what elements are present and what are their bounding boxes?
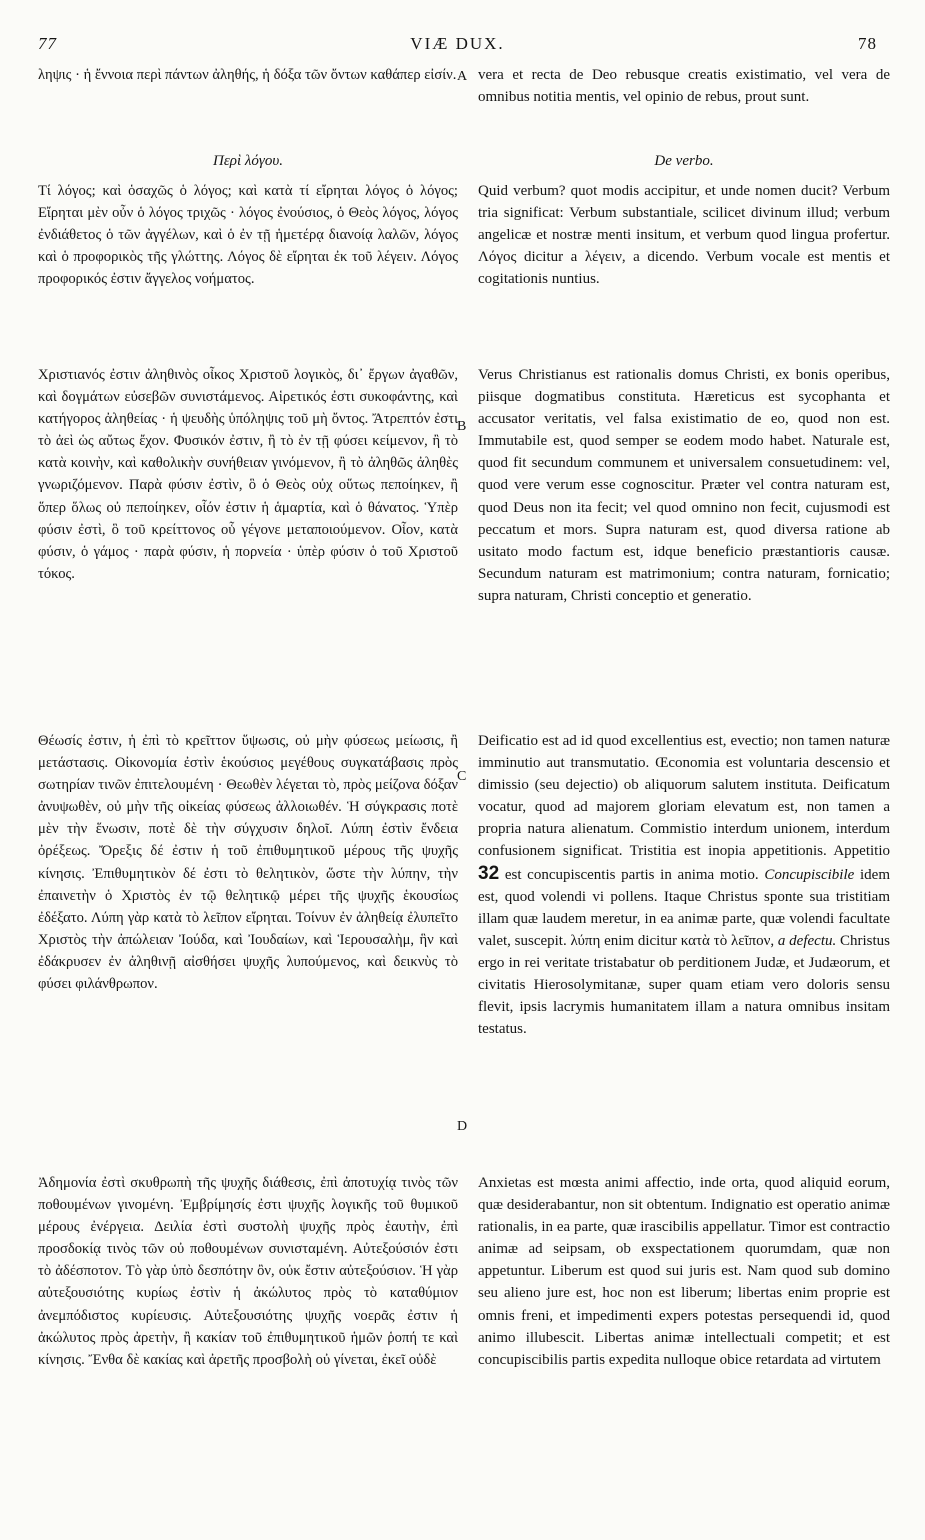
greek-paragraph-1: Τί λόγος; καὶ ὁσαχῶς ὁ λόγος; καὶ κατὰ τί εἴρηται λόγος ὁ λόγος; Εἴρηται μὲν οὖν ὁ λόγος τριχῶς · λόγος ἐνούσιος, ὁ Θεὸς λόγος, λόγος ἐνδιάθετος ὁ τῶν ἀγγέλων, καὶ ὁ ἐν τῇ ἡμετέρᾳ διανοίᾳ λαλῶν, λόγος καὶ ὁ προφορικὸς τῆς γλώττης. Λόγος δὲ εἴρηται ἐκ τοῦ λέγειν. Λόγος προφορικός ἐστιν ἄγγελος νοήματος. xyxy=(38,183,458,288)
page-number-right: 78 xyxy=(858,34,877,53)
greek-intro-text: ληψις · ἡ ἔννοια περὶ πάντων ἀληθής, ἡ δόξα τῶν ὄντων καθάπερ εἰσίν. xyxy=(38,67,457,83)
greek-heading: Περὶ λόγου. xyxy=(213,153,283,169)
greek-section-2 xyxy=(38,364,458,585)
latin-section-2 xyxy=(478,364,890,607)
running-title: VIÆ DUX. xyxy=(410,34,505,53)
latin-section-verbo xyxy=(478,150,890,290)
margin-marker-a: A xyxy=(457,69,468,84)
page-number-left: 77 xyxy=(38,34,57,53)
greek-section-3 xyxy=(38,730,458,995)
latin-intro-text: vera et recta de Deo rebusque creatis existimatio, vel vera de omnibus notitia mentis, vel opinio de rebus, prout sunt. xyxy=(478,67,890,106)
latin-p3-gloss: a defectu. xyxy=(777,932,837,949)
greek-section-4 xyxy=(38,1172,458,1371)
latin-paragraph-4: Anxietas est mœsta animi affectio, inde orta, quod aliquid eorum, quæ desiderabantur, non sit obtentum. Indignatio est operatio animæ rationalis, in ea parte, quæ irascibilis appellatur. Timor est contractio animæ ad seipsam, ob exspectationem quorumdam, quæ non appetuntur. Liberum est quod sui juris est. Nam quod sub domino seu alieno jure est, hoc non est liberum; libertas enim proprie est omnis freni, et impedimenti expers potestas persequendi id, quod animo illubescit. Libertas animæ intellectuali competit; et est concupiscibilis partis expedita nulloque obice retardata ad virtutem xyxy=(478,1175,890,1368)
latin-paragraph-2: Verus Christianus est rationalis domus Christi, ex bonis operibus, piisque dogmatibus constituta. Hæreticus est sycophanta et accusator veritatis, vel falsa existimatio de eo, quod non est. Immutabile est, quod semper se eodem modo habet. Naturale est, quod fit secundum communem et universalem consuetudinem: vel, quod vere verum esse cognoscitur. Præter vel contra naturam est, quod Deus non ita fecit; vel quod omnino non fecit, cujusmodi est peccatum et mors. Supra naturam est, quod diversa ratione ab usitato modo factum est, idque beneficio præstantioris causæ. Secundum naturam est matrimonium; contra naturam, fornicatio; supra naturam, Christi conceptio et generatio. xyxy=(478,367,890,604)
latin-paragraph-3 xyxy=(478,730,890,1040)
greek-paragraph-2: Χριστιανός ἐστιν ἀληθινὸς οἶκος Χριστοῦ λογικὸς, δι᾽ ἔργων ἀγαθῶν, καὶ δογμάτων εὐσεβῶν συνιστάμενος. Αἱρετικός ἐστι συκοφάντης, καὶ κατήγορος ἀληθείας · ἡ ψευδὴς ὑπόληψις τοῦ μὴ ὄντος. Ἄτρεπτόν ἐστι τὸ ἀεὶ ὡς αὔτως ἔχον. Φυσικόν ἐστιν, ἢ τὸ ἐν τῇ φύσει κείμενον, ἢ τὸ κατὰ κοινὴν, καὶ καθολικὴν συνήθειαν γινόμενον, ἢ τὸ ἀληθῶς ἀληθὲς γνωριζόμενον. Παρὰ φύσιν ἐστὶν, ὃ ὁ Θεὸς οὐχ οὕτως πεποίηκεν, ἢ ὅπερ ὅλως οὐ πεποίηκεν, οἷόν ἐστιν ἡ ἁμαρτία, καὶ ὁ θάνατος. Ὑπὲρ φύσιν ἐστὶ, ὃ τοῦ κρείττονος οὗ γέγονε μεταποιούμενον. Οἷον, κατὰ φύσιν, ὁ γάμος · παρὰ φύσιν, ἡ πορνεία · ὑπὲρ φύσιν ὁ τοῦ Χριστοῦ τόκος. xyxy=(38,367,458,582)
greek-paragraph-4: Ἀδημονία ἐστὶ σκυθρωπὴ τῆς ψυχῆς διάθεσις, ἐπὶ ἀποτυχίᾳ τινὸς τῶν ποθουμένων γινομένη. Ἐμβρίμησίς ἐστι ψυχῆς λογικῆς τοῦ θυμικοῦ μέρους ἐνέργεια. Δειλία ἐστὶ συστολὴ ψυχῆς πρὸς ἑαυτὴν, ἐπὶ προσδοκίᾳ τινὸς τῶν οὐ ποθουμένων συνισταμένη. Αὐτεξούσιόν ἐστι τὸ ἀδέσποτον. Τὸ γὰρ ὑπὸ δεσπότην ὂν, οὐκ ἔστιν αὐτεξούσιον. Ἡ γὰρ αὐτεξουσιότης κυρίως ἐστὶν ἡ ἀκώλυτος πρὸς τὸ καταθύμιον ἀνεμπόδιστος κυρίευσις. Αὐτεξουσιότης ψυχῆς νοερᾶς ἐστιν ἡ ἀκώλυτος πρὸς ἀρετὴν, ἢ κακίαν τοῦ ἐπιθυμητικοῦ ἡμῶν ῥοπή τε καὶ κίνησις. Ἔνθα δὲ κακίας καὶ ἀρετῆς προσβολὴ οὐ γίνεται, ἐκεῖ οὐδὲ xyxy=(38,1175,458,1368)
running-header xyxy=(38,34,877,58)
column-number: 32 xyxy=(478,862,500,884)
latin-p3-part-f: Christus ergo in rei veritate tristabatur ob perditionem Judæ, et Judæorum, et civitatis Hierosolymitanæ, super quam etiam vero doloris sensu flevit, ipsis lacrymis humanitatem illam a natura omnibus insitam testatus. xyxy=(478,932,891,1038)
latin-p3-part-b: est concupiscentis partis in anima motio. xyxy=(504,866,759,883)
latin-intro xyxy=(478,64,890,108)
latin-heading: De verbo. xyxy=(654,153,714,169)
latin-p3-part-d: idem est, quod volendi vi pollens. Itaque Christus sponte sua tristitiam illam quæ laudem meretur, in ea animæ parte, quæ volendi facultate valet, suscepit. λύπη enim dicitur κατὰ τὸ λεῖπον, xyxy=(478,866,890,949)
latin-p3-part-a: Deificatio est ad id quod excellentius est, evectio; non tamen naturæ imminutio aut transmutatio. Œconomia est voluntaria descensio et dimissio (seu dejectio) ob aliquorum salutem instituta. Deificatum vocatur, quod ad majorem gloriam elevatum est, non tamen a propria natura alienatum. Commistio interdum unionem, interdum confusionem significat. Tristitia est inopia appetitionis. Appetitio xyxy=(478,733,890,860)
margin-marker-b: B xyxy=(457,419,467,434)
greek-section-verbo xyxy=(38,150,458,290)
latin-paragraph-1: Quid verbum? quot modis accipitur, et unde nomen ducit? Verbum tria significat: Verbum substantiale, scilicet divinum illud; verbum angelicæ et nostræ menti insitum, et verbum quod lingua profertur. Λόγος dicitur a λέγειν, a dicendo. Verbum vocale est mentis et cogitationis nuntius. xyxy=(478,183,890,288)
greek-intro xyxy=(38,64,458,86)
latin-p3-term: Concupiscibile xyxy=(764,866,855,883)
margin-marker-d: D xyxy=(457,1119,468,1134)
greek-paragraph-3: Θέωσίς ἐστιν, ἡ ἐπὶ τὸ κρεῖττον ὕψωσις, οὐ μὴν φύσεως μείωσις, ἢ μετάστασις. Οἰκονομία ἐστὶν ἑκούσιος μεγέθους συγκατάβασις πρὸς σωτηρίαν τινῶν ἐπιτελουμένη · Θεωθὲν λέγεται τὸ, πρὸς μείζονα δόξαν ἀνυψωθὲν, οὐ μὴν τῆς οἰκείας φύσεως ἀλλοιωθέν. Ἡ σύγκρασις ποτὲ μὲν τὴν ἕνωσιν, ποτὲ δὲ τὴν σύγχυσιν δηλοῖ. Λύπη ἐστὶν ἔνδεια ὀρέξεως. Ὄρεξις δέ ἐστιν ἡ τοῦ ἐπιθυμητικοῦ μέρους τῆς ψυχῆς κίνησις. Ἐπιθυμητικὸν δέ ἐστι τὸ θελητικὸν, ὥστε τὴν λύπην, τὴν ἐπαινετὴν ὁ Χριστὸς ἐν τῷ θελητικῷ μέρει τῆς ψυχῆς ἑκουσίως ἐδέξατο. Λύπη γὰρ κατὰ τὸ λεῖπον εἴρηται. Τοίνυν ἐν ἀληθείᾳ ἐλυπεῖτο Χριστὸς τὴν ἀπώλειαν Ἰούδα, καὶ Ἰουδαίων, καὶ Ἱερουσαλὴμ, ἣν καὶ ἐδάκρυσεν ἐν ἀληθινῇ αἰσθήσει ψυχῆς λυπούμενος, καὶ δεικνὺς τὸ φύσει φιλάνθρωπον. xyxy=(38,733,458,993)
margin-marker-c: C xyxy=(457,769,467,784)
latin-section-4 xyxy=(478,1172,890,1371)
latin-section-3 xyxy=(478,730,890,1040)
